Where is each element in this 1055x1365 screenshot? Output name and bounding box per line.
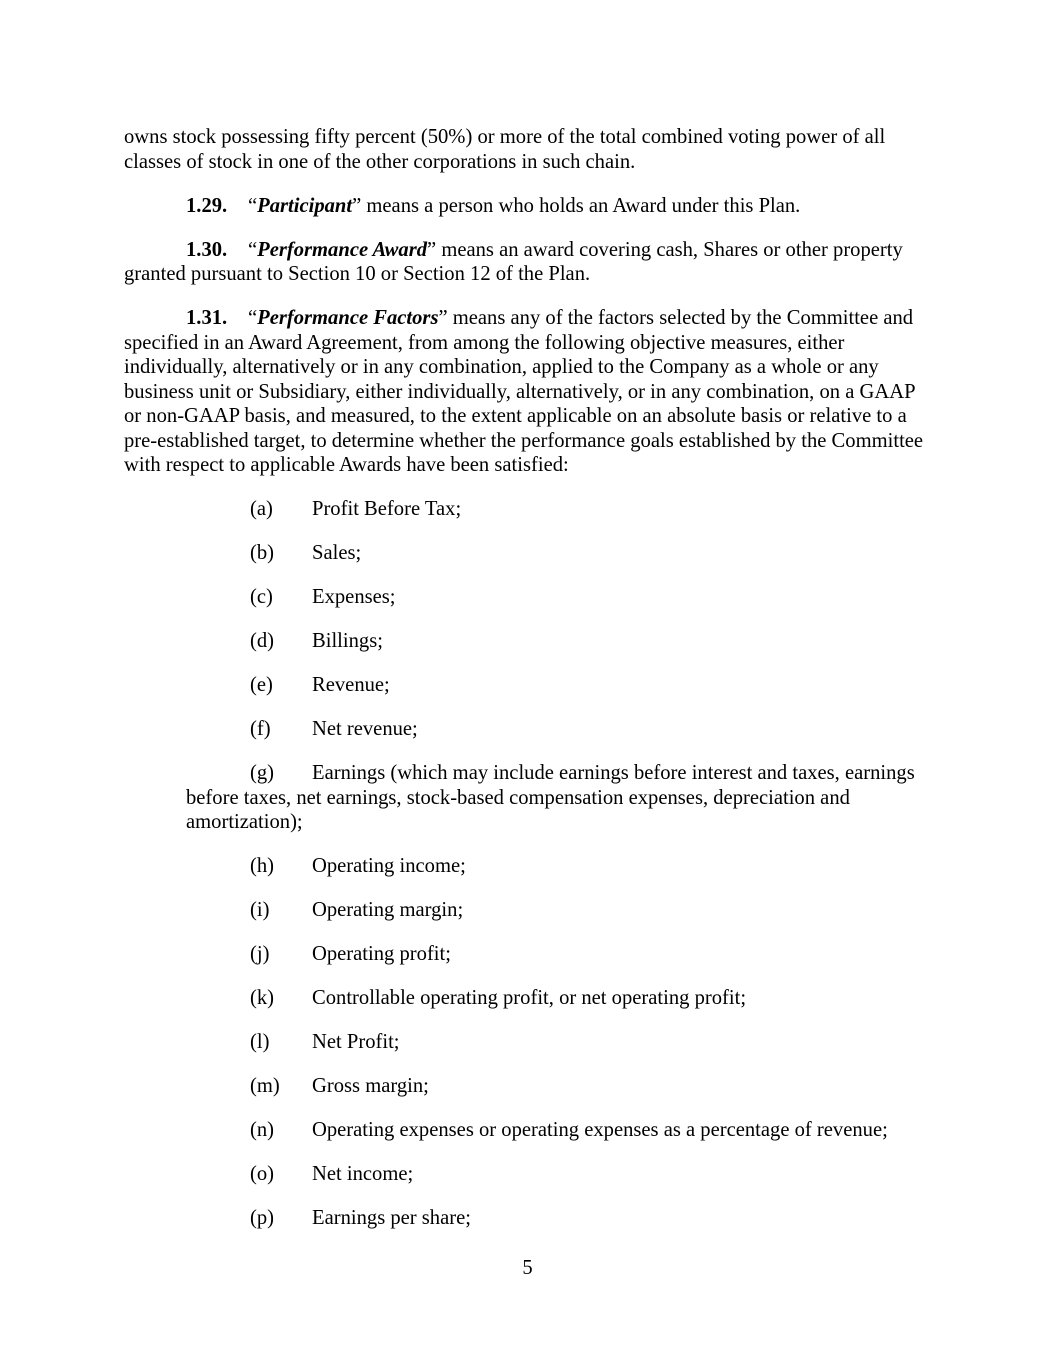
list-text: Operating profit; — [312, 943, 451, 965]
list-marker: (a) — [250, 498, 273, 520]
section-number: 1.30. — [186, 238, 228, 261]
open-quote: “ — [248, 238, 258, 261]
list-text: Operating income; — [312, 855, 466, 877]
section-1-30 — [124, 238, 931, 287]
list-item-n — [186, 1118, 931, 1143]
open-quote: “ — [248, 307, 258, 329]
list-marker: (o) — [250, 1163, 275, 1185]
list-text: Sales; — [312, 542, 362, 564]
list-text: Operating margin; — [312, 899, 464, 921]
list-item-l — [186, 1030, 931, 1055]
list-marker: (k) — [250, 987, 275, 1009]
list-item-i — [186, 898, 931, 923]
list-item-g — [186, 761, 931, 835]
list-item-a — [186, 497, 931, 522]
list-marker: (d) — [250, 630, 275, 652]
close-quote: ” — [438, 307, 448, 329]
page-number: 5 — [522, 1256, 533, 1279]
list-item-c — [186, 585, 931, 610]
list-text: Gross margin; — [312, 1075, 429, 1097]
defined-term: Participant — [257, 194, 353, 217]
list-item-h — [186, 854, 931, 879]
defined-term: Performance Award — [257, 238, 428, 261]
list-marker: (h) — [250, 855, 275, 877]
list-marker: (b) — [250, 542, 275, 564]
section-text: means an award covering cash, Shares or other property granted pursuant to Section 10 or Section 12 of the Plan. — [124, 238, 903, 285]
section-1-31 — [124, 306, 931, 478]
performance-factors-list — [124, 497, 931, 1231]
list-marker: (p) — [250, 1207, 275, 1229]
list-item-m — [186, 1074, 931, 1099]
list-marker: (i) — [250, 899, 270, 921]
list-text: Expenses; — [312, 586, 396, 608]
list-marker: (e) — [250, 674, 273, 696]
section-text: means a person who holds an Award under this Plan. — [361, 194, 801, 217]
list-text: Earnings per share; — [312, 1207, 471, 1229]
section-1-29 — [124, 194, 931, 219]
list-text: Controllable operating profit, or net operating profit; — [312, 987, 747, 1009]
section-number: 1.31. — [186, 307, 228, 329]
list-text: Earnings (which may include earnings before interest and taxes, earnings before taxes, net earnings, stock-based compensation expenses, depreciation and amortization); — [186, 762, 915, 833]
list-item-k — [186, 986, 931, 1011]
list-text: Billings; — [312, 630, 383, 652]
list-item-b — [186, 541, 931, 566]
list-item-o — [186, 1162, 931, 1187]
list-marker: (m) — [250, 1075, 280, 1097]
open-quote: “ — [248, 194, 258, 217]
list-marker: (l) — [250, 1031, 270, 1053]
list-text: Revenue; — [312, 674, 390, 696]
list-text: Net revenue; — [312, 718, 418, 740]
list-text: Profit Before Tax; — [312, 498, 462, 520]
list-text: Operating expenses or operating expenses as a percentage of revenue; — [312, 1119, 888, 1141]
list-text: Net Profit; — [312, 1031, 400, 1053]
continuation-paragraph: owns stock possessing fifty percent (50%) or more of the total combined voting power of all classes of stock in one of the other corporations in such chain. — [124, 126, 886, 173]
list-item-f — [186, 717, 931, 742]
list-marker: (j) — [250, 943, 270, 965]
close-quote: ” — [427, 238, 437, 261]
list-item-p — [186, 1206, 931, 1231]
list-item-j — [186, 942, 931, 967]
list-item-d — [186, 629, 931, 654]
list-text: Net income; — [312, 1163, 414, 1185]
list-marker: (n) — [250, 1119, 275, 1141]
close-quote: ” — [352, 194, 362, 217]
defined-term: Performance Factors — [257, 307, 439, 329]
list-item-e — [186, 673, 931, 698]
section-text: means any of the factors selected by the Committee and specified in an Award Agreement, from among the following objective measures, either individually, alternatively or in any combination, applied to the Company as a whole or any business unit or Subsidiary, either individually, alternatively, or in any combination, on a GAAP or non-GAAP basis, and measured, to the extent applicable on an absolute basis or relative to a pre-established target, to determine whether the performance goals established by the Committee with respect to applicable Awards have been satisfied: — [124, 307, 924, 476]
list-marker: (c) — [250, 586, 273, 608]
list-marker: (f) — [250, 718, 271, 740]
section-number: 1.29. — [186, 194, 228, 217]
list-marker: (g) — [250, 762, 275, 784]
